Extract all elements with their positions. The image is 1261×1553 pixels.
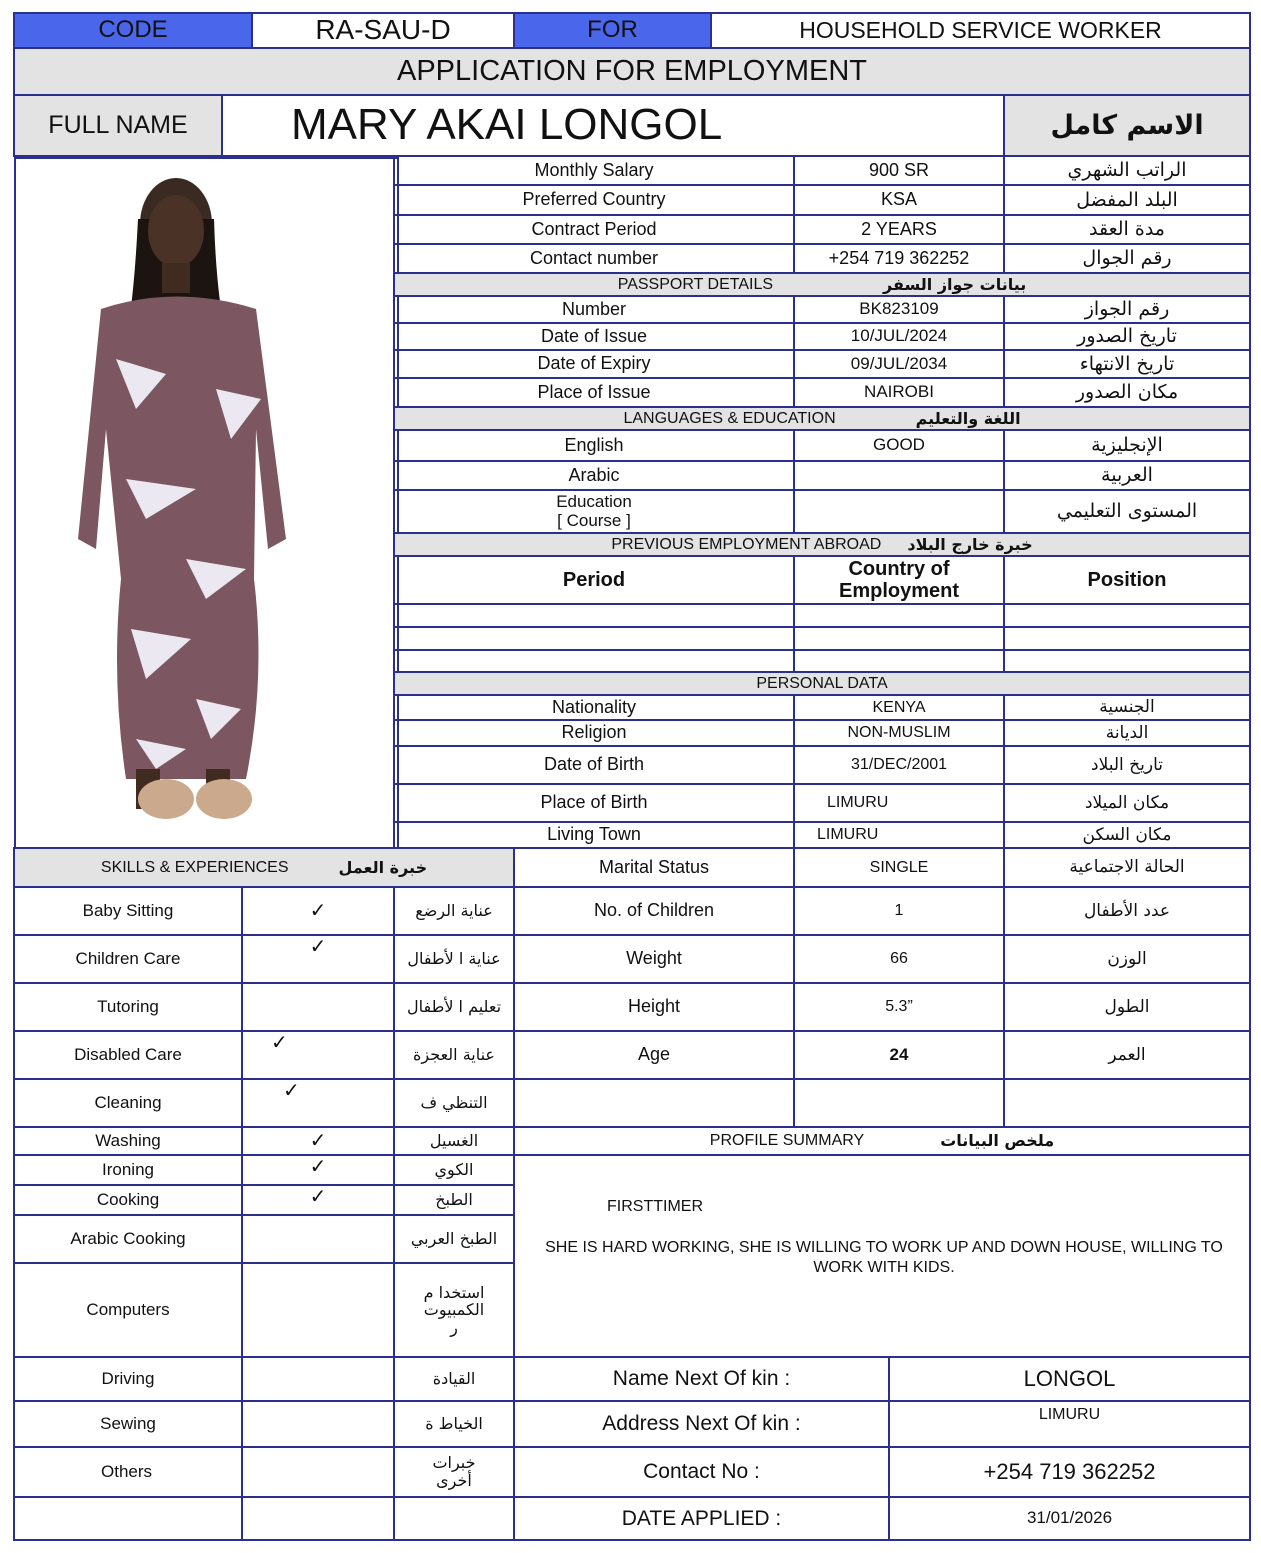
expiry-date-label: Date of Expiry [393,349,795,379]
skill-disabled-care-check: ✓ [241,1030,395,1080]
weight-label: Weight [513,934,795,984]
prev-row-1-period [393,603,795,628]
skill-blank-ar [393,1496,515,1541]
english-label-ar: الإنجليزية [1003,429,1251,462]
code-label: CODE [13,12,253,49]
col-position: Position [1003,555,1251,605]
passport-number-label: Number [393,295,795,324]
skill-driving-check [241,1356,395,1402]
passport-number-value: BK823109 [793,295,1005,324]
issue-place-label: Place of Issue [393,377,795,408]
for-value: HOUSEHOLD SERVICE WORKER [710,12,1251,49]
previous-title-ar: خبرة خارج البلاد [907,534,1033,554]
issue-date-label: Date of Issue [393,322,795,351]
previous-title: PREVIOUS EMPLOYMENT ABROAD [611,535,882,553]
blank-row-ar [1003,1078,1251,1128]
marital-status-label: Marital Status [513,847,795,888]
full-name-label-ar: الاسم كامل [1003,94,1251,157]
skill-computers-check [241,1262,395,1358]
kin-address-label: Address Next Of kin : [513,1400,890,1448]
living-town-value: LIMURU [793,821,1005,849]
salary-label-ar: الراتب الشهري [1003,155,1251,186]
skill-cooking-ar: الطبخ [393,1184,515,1216]
salary-label: Monthly Salary [393,155,795,186]
skill-driving-ar: القيادة [393,1356,515,1402]
age-value: 24 [793,1030,1005,1080]
country-value: KSA [793,184,1005,216]
profile-title: PROFILE SUMMARY [709,1132,865,1150]
blank-row-value [793,1078,1005,1128]
issue-date-label-ar: تاريخ الصدور [1003,322,1251,351]
country-label: Preferred Country [393,184,795,216]
contract-label: Contract Period [393,214,795,245]
kin-address-value: LIMURU [888,1400,1251,1448]
kin-name-value: LONGOL [888,1356,1251,1402]
living-town-label: Living Town [393,821,795,849]
profile-line-2: SHE IS HARD WORKING, SHE IS WILLING TO WORK UP AND DOWN HOUSE, WILLING TO WORK WITH KIDS. [545,1239,1223,1276]
profile-title-ar: ملخص البيانات [940,1131,1055,1151]
skill-others-label: Others [13,1446,243,1498]
skill-arabic-cooking-label: Arabic Cooking [13,1214,243,1264]
kin-name-label: Name Next Of kin : [513,1356,890,1402]
dob-label: Date of Birth [393,745,795,785]
skill-tutoring-ar: تعليم ا لأطفال [393,982,515,1032]
applicant-photo [14,157,399,851]
prev-row-3-period [393,649,795,673]
full-name-label: FULL NAME [13,94,223,157]
age-label: Age [513,1030,795,1080]
skill-sewing-check [241,1400,395,1448]
education-value [793,489,1005,534]
education-label: Education [ Course ] [393,489,795,534]
prev-row-3-position [1003,649,1251,673]
skill-blank-label [13,1496,243,1541]
skills-title: SKILLS & EXPERIENCES [100,858,289,876]
skill-children-care-check: ✓ [241,934,395,984]
personal-title: PERSONAL DATA [393,671,1251,696]
height-label-ar: الطول [1003,982,1251,1032]
height-label: Height [513,982,795,1032]
skill-ironing-label: Ironing [13,1154,243,1186]
contract-label-ar: مدة العقد [1003,214,1251,245]
skills-title-ar: خبرة العمل [338,857,428,877]
height-value: 5.3” [793,982,1005,1032]
education-label-ar: المستوى التعليمي [1003,489,1251,534]
skill-computers-label: Computers [13,1262,243,1358]
marital-status-label-ar: الحالة الاجتماعية [1003,847,1251,888]
skill-cooking-check: ✓ [241,1184,395,1216]
children-label-ar: عدد الأطفال [1003,886,1251,936]
profile-line-1: FIRSTTIMER [607,1198,703,1215]
passport-title-ar: بيانات جواز السفر [883,274,1027,294]
issue-date-value: 10/JUL/2024 [793,322,1005,351]
kin-contact-label: Contact No : [513,1446,890,1498]
arabic-label: Arabic [393,460,795,491]
skill-sewing-label: Sewing [13,1400,243,1448]
expiry-date-label-ar: تاريخ الانتهاء [1003,349,1251,379]
code-value: RA-SAU-D [251,12,515,49]
passport-section-header [393,272,1251,297]
skill-ironing-check: ✓ [241,1154,395,1186]
skill-washing-label: Washing [13,1126,243,1156]
skill-children-care-label: Children Care [13,934,243,984]
prev-row-2-position [1003,626,1251,651]
skill-driving-label: Driving [13,1356,243,1402]
issue-place-value: NAIROBI [793,377,1005,408]
languages-section-header [393,406,1251,431]
contract-value: 2 YEARS [793,214,1005,245]
col-country: Country of Employment [793,555,1005,605]
weight-value: 66 [793,934,1005,984]
applicant-photo-figure [16,159,393,845]
form-title: APPLICATION FOR EMPLOYMENT [13,47,1251,96]
prev-row-1-country [793,603,1005,628]
skill-arabic-cooking-check [241,1214,395,1264]
skill-disabled-care-label: Disabled Care [13,1030,243,1080]
languages-title-ar: اللغة والتعليم [915,408,1021,428]
religion-label-ar: الديانة [1003,719,1251,747]
skill-arabic-cooking-ar: الطبخ العربي [393,1214,515,1264]
passport-number-label-ar: رقم الجواز [1003,295,1251,324]
skill-ironing-ar: الكوي [393,1154,515,1186]
passport-title: PASSPORT DETAILS [617,275,774,293]
skill-washing-ar: الغسيل [393,1126,515,1156]
skill-sewing-ar: الخياط ة [393,1400,515,1448]
living-town-label-ar: مكان السكن [1003,821,1251,849]
skill-cleaning-label: Cleaning [13,1078,243,1128]
previous-section-header [393,532,1251,557]
blank-row-label [513,1078,795,1128]
nationality-label: Nationality [393,694,795,721]
pob-label: Place of Birth [393,783,795,823]
expiry-date-value: 09/JUL/2034 [793,349,1005,379]
skill-tutoring-label: Tutoring [13,982,243,1032]
pob-value: LIMURU [793,783,1005,823]
nationality-value: KENYA [793,694,1005,721]
languages-title: LANGUAGES & EDUCATION [623,409,836,427]
skill-others-check [241,1446,395,1498]
skill-washing-check: ✓ [241,1126,395,1156]
salary-value: 900 SR [793,155,1005,186]
marital-status-value: SINGLE [793,847,1005,888]
prev-row-2-period [393,626,795,651]
for-label: FOR [513,12,712,49]
skill-baby-sitting-check: ✓ [241,886,395,936]
age-label-ar: العمر [1003,1030,1251,1080]
issue-place-label-ar: مكان الصدور [1003,377,1251,408]
skill-children-care-ar: عناية ا لأطفال [393,934,515,984]
skill-tutoring-check [241,982,395,1032]
pob-label-ar: مكان الميلاد [1003,783,1251,823]
skill-disabled-care-ar: عناية العجزة [393,1030,515,1080]
skill-computers-ar: استخدا م الكمبيوت ر [393,1262,515,1358]
skill-cleaning-ar: التنظي ف [393,1078,515,1128]
children-label: No. of Children [513,886,795,936]
dob-value: 31/DEC/2001 [793,745,1005,785]
profile-section-header [513,1126,1251,1156]
contact-label-ar: رقم الجوال [1003,243,1251,274]
skill-baby-sitting-ar: عناية الرضع [393,886,515,936]
arabic-label-ar: العربية [1003,460,1251,491]
prev-row-2-country [793,626,1005,651]
skill-cleaning-check: ✓ [241,1078,395,1128]
arabic-value [793,460,1005,491]
contact-value: +254 719 362252 [793,243,1005,274]
nationality-label-ar: الجنسية [1003,694,1251,721]
contact-label: Contact number [393,243,795,274]
country-label-ar: البلد المفضل [1003,184,1251,216]
date-applied-value: 31/01/2026 [888,1496,1251,1541]
skills-section-header [13,847,515,888]
english-value: GOOD [793,429,1005,462]
skill-baby-sitting-label: Baby Sitting [13,886,243,936]
col-period: Period [393,555,795,605]
prev-row-3-country [793,649,1005,673]
religion-value: NON-MUSLIM [793,719,1005,747]
english-label: English [393,429,795,462]
children-value: 1 [793,886,1005,936]
profile-summary-box [513,1154,1251,1358]
skill-blank-check [241,1496,395,1541]
weight-label-ar: الوزن [1003,934,1251,984]
dob-label-ar: تاريخ البلاد [1003,745,1251,785]
date-applied-label: DATE APPLIED : [513,1496,890,1541]
full-name-value: MARY AKAI LONGOL [221,94,1005,157]
skill-cooking-label: Cooking [13,1184,243,1216]
prev-row-1-position [1003,603,1251,628]
religion-label: Religion [393,719,795,747]
skill-others-ar: خبرات أخرى [393,1446,515,1498]
kin-contact-value: +254 719 362252 [888,1446,1251,1498]
